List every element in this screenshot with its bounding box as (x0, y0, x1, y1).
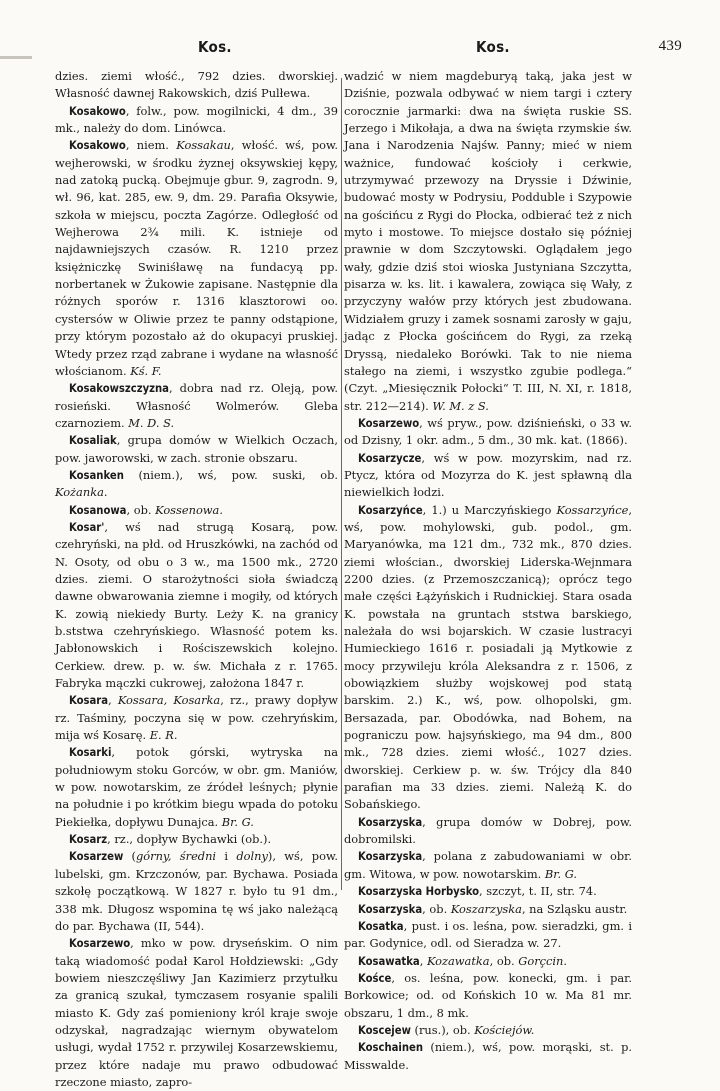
dictionary-entry (55, 831, 338, 848)
entry-text: , polana z zabudowaniami w obr. gm. Witowa, w pow. nowotarskim. (344, 849, 632, 881)
header-left-word: Kos. (198, 38, 232, 56)
page-number: 439 (658, 38, 682, 54)
entry-headword: Kosarzew (69, 850, 124, 864)
entry-text: , potok górski, wytryska na południowym stoku Gorców, w obr. gm. Maniów, w pow. nowotarskim, ze źródeł leśnych; płynie na południe i po krótkim biegu wpada do potoku Piekiełka, dopływu Dunajca. (55, 745, 338, 829)
italic-text: Gorçcin. (518, 953, 568, 968)
entry-text: , wś pryw., pow. dziśnieński, o 33 w. od Dzisny, 1 okr. adm., 5 dm., 30 mk. kat. (1866). (344, 415, 632, 448)
entry-headword: Kosarzewo (69, 937, 131, 951)
dictionary-entry (55, 935, 338, 1091)
dictionary-entry (55, 502, 338, 519)
entry-text: , ob. (422, 901, 451, 916)
italic-text: Kossarzyńce (556, 502, 629, 517)
entry-text: , na Szląsku austr. (521, 901, 628, 916)
entry-headword: Kosakowszczyzna (69, 382, 169, 396)
italic-text: W. M. z S. (432, 398, 489, 413)
italic-text: Kożanka. (55, 485, 108, 500)
entry-text: , szczyt, t. II, str. 74. (479, 884, 597, 899)
entry-text: , grupa domów w Wielkich Oczach, pow. jaworowski, w zach. stronie obszaru. (55, 433, 338, 465)
entry-headword: Kosarki (69, 746, 112, 760)
dictionary-entry (55, 848, 338, 935)
entry-text: , rz., prawy dopływ rz. Taśminy, poczyna się w pow. czehryńskim, mija wś Kosarę. (55, 693, 339, 743)
dictionary-entry (55, 467, 338, 502)
dictionary-entry (344, 415, 632, 450)
dictionary-entry (344, 848, 632, 883)
dictionary-entry (55, 103, 338, 138)
italic-text: Br. G. (544, 866, 578, 881)
entry-text: wadzić w niem magdeburyą taką, jaka jest w Dziśnie, pozwala odbywać w niem targi i cztery corocznie jarmarki: dwa na święta ruskie SS. Jerzego i Mikołaja, a dwa na święta rzymskie św. Jana i Narodzenia Najśw. Panny; mieć w niem ważnice, fundować kościoły i cerkwie, utrzymywać przewozy na Dryssie i Dźwinie, budować mosty w Podrysiu, Podduble i Szypowie na gościńcu z Rygi do Płocka, odbierać też z nich myto i mostowe. To miejsce dostało się później prawnie w dom Szczytowski. Oglądałem jego wały, gdzie dziś stoi wioska Justyniana Szczytta, pisarza w. ks. lit. i kawalera, zowiąca się Wały, z przyczyny wałów przy których jest zbudowana. Widziałem gruzy i zamek sosnami zarosły w gaju, jadąc z Płocka gościńcem do Rygi, za rzeką Dryssą, niedaleko Borówki. Tak to nie niema stałego na ziemi, i wszystko zgubie podlega.“ (Czyt. „Miesięcznik Połocki“ T. III, N. XI, r. 1818, str. 212—214). (344, 69, 632, 413)
entry-text: , włość. wś, pow. wejherowski, w środku żyznej oksywskiej kępy, nad zatoką pucką. Obejmuje gbur. 9, zagrodn. 9, wł. 96, kat. 285, ew. 9, dm. 29. Parafia Oksywie, szkoła w miejscu, poczta Zagórze. Odległość od Wejherowa 2¾ mili. K. istnieje od najdawniejszych czasów. R. 1210 przez księżniczkę Swiniśławę na fundacyą pp. norbertanek w Żukowie zapisane. Następnie dla różnych sporów r. 1316 klasztorowi oo. cystersów w Oliwie przez te panny odstąpione, przy którym pozostało aż do okupacyi pruskiej. Wtedy przez rząd zabrane i wydane na własność włościanom. (55, 138, 338, 378)
italic-text: Br. G. (221, 814, 254, 829)
entry-text: , 1.) u Marczyńskiego (422, 502, 557, 517)
dictionary-entry (344, 814, 632, 849)
italic-text: górny, średni (136, 849, 217, 864)
entry-text: , mko w pow. dryseńskim. O nim taką wiadomość podał Karol Hołdziewski: „Gdy bowiem nieszczęśliwy Jan Kazimierz przytułku za granicą szukał, tymczasem rosyanie spalili miasto K. Gdy zaś pomieniony król kraje swoje odzyskał, nagradzając wiernym obywatelom usługi, wydał 1752 r. przywilej Kosarzewskiemu, przez które nadaje mu prawo odbudować rzeczone miasto, zapro- (55, 936, 338, 1089)
entry-headword: Kosarzyska (358, 902, 423, 916)
entry-headword: Kosarzyska (358, 850, 423, 864)
entry-headword: Kosarzewo (358, 416, 420, 430)
italic-text: E. R. (149, 728, 178, 743)
dictionary-entry (55, 744, 338, 831)
entry-text: , rz., dopływ Bychawki (ob.). (107, 832, 272, 847)
entry-headword: Koschainen (358, 1041, 424, 1055)
entry-headword: Koscejew (358, 1023, 411, 1037)
italic-text: Kozawatka (426, 953, 490, 968)
entry-text: , (108, 693, 118, 708)
dictionary-entry (344, 68, 632, 415)
entry-headword: Kosarzycze (358, 451, 422, 465)
entry-text: , wś, pow. mohylowski, gub. podol., gm. Maryanówka, ma 121 dm., 732 mk., 870 dzies. ziemi włościan., dworskiej Liderska-Wejnmara 2200 dzies. (z Przemoszczanicą); oprócz tego małe części Łążyńskich i Rudnickiej. Stara osada K. powstała na gruntach ststwa barskiego, należała do wsi bojarskich. W czasie lustracyi Humieckiego 1616 r. posiadali ją Mytkowie z mocy przywileju króla Aleksandra z r. 1506, z obowiązkiem służby wojskowej pod statą barskim. 2.) K., wś, pow. olhopolski, gm. Bersazada, par. Obodówka, nad Bohem, na pograniczu pow. hajsyńskiego, ma 94 dm., 800 mk., 728 dzies. ziemi włość., 1027 dzies. dworskiej. Cerkiew p. w. św. Trójcy dla 840 parafian ma 33 dzies. ziemi. Należą K. do Sobańskiego. (344, 502, 632, 812)
entry-text: , wś w pow. mozyrskim, nad rz. Ptycz, która od Mozyrza do K. jest spławną dla niewielkich łodzi. (344, 450, 632, 500)
entry-text: , ob. (489, 953, 519, 968)
entry-headword: Kosarz (69, 833, 108, 847)
right-column (344, 68, 632, 1074)
entry-text: , dobra nad rz. Oleją, pow. rosieński. Własność Wolmerów. Gleba czarnoziem. (55, 381, 338, 430)
dictionary-entry (55, 519, 338, 692)
entry-headword: Kosatka (358, 919, 404, 933)
entry-headword: Kosanowa (69, 503, 127, 517)
header-right-word: Kos. (476, 38, 510, 56)
entry-headword: Kosara (69, 694, 109, 708)
dictionary-entry (344, 1022, 632, 1039)
dictionary-entry (344, 1039, 632, 1074)
entry-headword: Kosarzyska Horbysko (358, 885, 480, 899)
italic-text: Kościejów. (474, 1022, 535, 1037)
italic-text: Kossara, Kosarka (117, 693, 221, 708)
entry-text: dzies. ziemi włość., 792 dzies. dworskiej. Własność dawnej Rakowskich, dziś Pulłewa. (55, 69, 338, 101)
entry-text: (niem.), wś, pow. morąski, st. p. Misswalde. (344, 1040, 632, 1072)
dictionary-entry (344, 970, 632, 1022)
dictionary-entry (55, 692, 338, 744)
dictionary-entry (55, 380, 338, 432)
entry-text: (rus.), ob. (410, 1022, 475, 1037)
entry-headword: Kosaliak (69, 434, 117, 448)
running-header (86, 38, 682, 62)
italic-text: Kossenowa. (155, 502, 223, 517)
entry-text: , os. leśna, pow. konecki, gm. i par. Borkowice; od. od Końskich 10 w. Ma 81 mr. obszaru, 1 dm., 8 mk. (344, 970, 632, 1020)
dictionary-entry (344, 901, 632, 918)
dictionary-entry (344, 450, 632, 502)
entry-text: (niem.), wś, pow. suski, ob. (123, 467, 338, 482)
italic-text: Kossakau (176, 138, 231, 153)
entry-text: , wś nad strugą Kosarą, pow. czehryński, na płd. od Hruszkówki, na zachód od N. Osoty, od obu o 3 w., ma 1500 mk., 2720 dzies. ziemi. O starożytności sioła świadczą dawne obwarowania ziemne i mogiły, od których K. zowią niekiedy Burty. Leży K. na granicy b.ststwa czehryńskiego. Własność potem ks. Jabłonowskich i Rościszewskich kolejno. Cerkiew. drew. p. w. św. Michała z r. 1765. Fabryka mączki cukrowej, założona 1847 r. (55, 519, 338, 691)
dictionary-entry (55, 68, 338, 103)
dictionary-entry (344, 502, 632, 814)
entry-headword: Kosar' (69, 520, 105, 534)
dictionary-entry (344, 918, 632, 953)
entry-text: , grupa domów w Dobrej, pow. dobromilski. (344, 814, 632, 847)
dictionary-entry (55, 137, 338, 380)
entry-text: ), wś, pow. lubelski, gm. Krzczonów, par. Bychawa. Posiada szkołę początkową. W 1827 r. było tu 91 dm., 338 mk. Długosz wspomina tę wś jako należącą do par. Bychawa (II, 544). (55, 849, 338, 933)
entry-headword: Kosawatka (358, 954, 420, 968)
entry-text: ( (123, 849, 136, 864)
entry-headword: Kosanken (69, 468, 124, 482)
italic-text: dolny (236, 849, 268, 864)
italic-text: M. D. S. (128, 415, 175, 430)
scan-edge-mark (0, 56, 32, 59)
entry-headword: Kośce (358, 971, 392, 985)
entry-text: , folw., pow. mogilnicki, 4 dm., 39 mk., należy do dom. Linówca. (55, 103, 338, 136)
dictionary-entry (344, 883, 632, 900)
entry-headword: Kosarzyńce (358, 503, 423, 517)
left-column (55, 68, 338, 1091)
entry-headword: Kosarzyska (358, 815, 423, 829)
entry-text: , niem. (125, 138, 177, 153)
entry-headword: Kosakowo (69, 139, 126, 153)
dictionary-entry (344, 953, 632, 970)
entry-text: , pust. i os. leśna, pow. sieradzki, gm. i par. Godynice, odl. od Sieradza w. 27. (344, 918, 632, 951)
entry-text: , ob. (126, 502, 156, 517)
italic-text: Koszarzyska (450, 901, 522, 916)
italic-text: Kś. F. (130, 363, 162, 378)
entry-headword: Kosakowo (69, 104, 126, 118)
dictionary-entry (55, 432, 338, 467)
entry-text: , (419, 953, 427, 968)
entry-text: i (216, 849, 237, 864)
column-divider (341, 78, 342, 890)
